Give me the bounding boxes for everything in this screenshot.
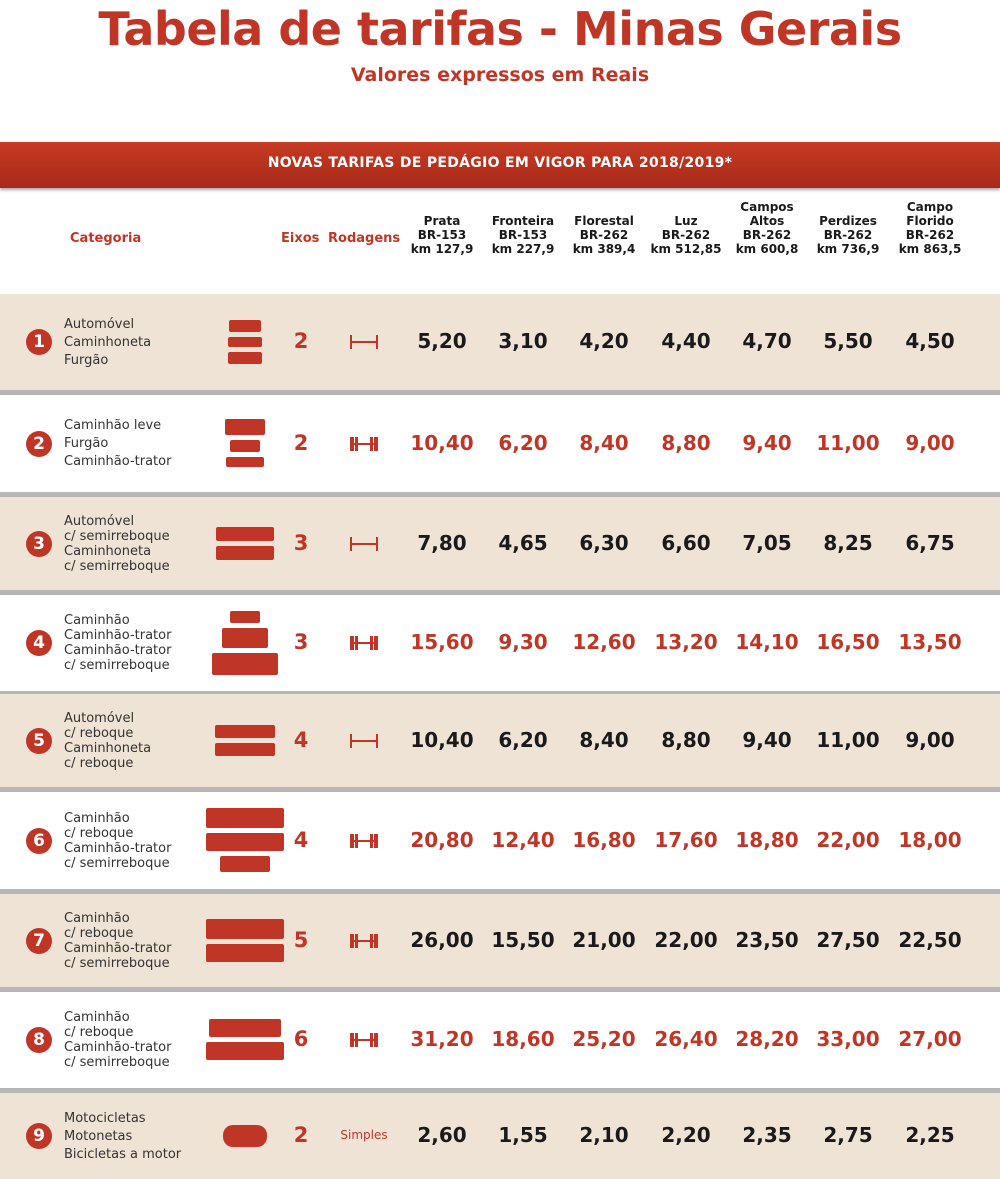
tariff-value: 11,00 xyxy=(816,430,880,455)
vehicle-icon xyxy=(206,919,284,939)
tariff-value: 14,10 xyxy=(735,630,799,654)
tariff-value: 22,50 xyxy=(898,927,962,952)
page-subtitle: Valores expressos em Reais xyxy=(350,64,650,86)
plaza-header xyxy=(645,200,727,256)
table-row xyxy=(0,694,1000,787)
plaza-header xyxy=(726,200,808,256)
tariff-value: 16,80 xyxy=(572,827,636,852)
tariff-value: 4,40 xyxy=(661,329,711,353)
double-wheel-icon xyxy=(336,832,392,850)
plaza-header-line: Altos xyxy=(749,214,785,228)
category-number-badge: 4 xyxy=(26,630,52,656)
page-title: Tabela de tarifas - Minas Gerais xyxy=(98,2,902,56)
tariff-value: 10,40 xyxy=(410,727,474,752)
axles-count: 2 xyxy=(293,430,309,455)
category-line: c/ reboque xyxy=(64,825,134,841)
tariff-value: 8,25 xyxy=(823,530,873,555)
vehicle-icons xyxy=(200,1125,290,1152)
tariff-value: 8,80 xyxy=(661,727,711,752)
vehicle-icons xyxy=(200,320,290,369)
tariff-value: 9,00 xyxy=(905,430,955,455)
tariff-value: 9,40 xyxy=(742,727,792,752)
category-line: Caminhão xyxy=(64,613,130,628)
double-wheel-icon xyxy=(336,1031,392,1049)
plaza-header-line: km 736,9 xyxy=(816,242,880,256)
tariff-value: 26,00 xyxy=(410,927,474,952)
category-description xyxy=(64,911,171,971)
category-description xyxy=(64,417,171,471)
tariff-value: 15,60 xyxy=(410,630,474,654)
motorcycle-icon xyxy=(223,1125,267,1147)
plaza-header-line: BR-262 xyxy=(742,228,792,242)
tariff-value: 4,65 xyxy=(498,530,548,555)
category-description xyxy=(64,316,151,370)
tariff-value: 3,10 xyxy=(498,329,548,353)
single-wheel-icon xyxy=(336,732,392,750)
table-row xyxy=(0,395,1000,492)
tariff-value: 4,50 xyxy=(905,329,955,353)
vehicle-icon xyxy=(229,320,261,332)
table-row xyxy=(0,1093,1000,1179)
tariff-value: 13,20 xyxy=(654,630,718,654)
tariff-value: 1,55 xyxy=(498,1123,548,1147)
category-line: Caminhão-trator xyxy=(64,840,172,856)
category-line: c/ semirreboque xyxy=(64,658,170,673)
tariff-value: 9,30 xyxy=(498,630,548,654)
category-line: Caminhoneta xyxy=(64,740,152,756)
tariff-value: 15,50 xyxy=(491,927,555,952)
plaza-header-line: Campo xyxy=(906,200,954,214)
tariff-value: 7,05 xyxy=(742,530,792,555)
plaza-header-line: km 127,9 xyxy=(410,242,474,256)
category-line: Furgão xyxy=(64,436,109,451)
category-description xyxy=(64,613,171,673)
tariff-value: 2,20 xyxy=(661,1123,711,1147)
vehicle-icon xyxy=(230,611,260,623)
category-line: Bicicletas a motor xyxy=(64,1146,182,1162)
tariff-value: 11,00 xyxy=(816,727,880,752)
tariff-value: 6,60 xyxy=(661,530,711,555)
category-line: Motonetas xyxy=(64,1128,133,1144)
vehicle-icon xyxy=(220,856,270,872)
vehicle-icons xyxy=(200,527,290,565)
tariff-value: 21,00 xyxy=(572,927,636,952)
table-row xyxy=(0,992,1000,1088)
tariff-value: 9,40 xyxy=(742,430,792,455)
category-line: c/ semirreboque xyxy=(64,855,170,871)
table-row xyxy=(0,894,1000,987)
category-line: Caminhão-trator xyxy=(64,454,172,469)
tariff-value: 8,80 xyxy=(661,430,711,455)
plaza-header-line: BR-262 xyxy=(905,228,955,242)
plaza-header-line xyxy=(482,200,564,214)
plaza-header-line: km 600,8 xyxy=(735,242,799,256)
plaza-header xyxy=(807,200,889,256)
axles-count: 6 xyxy=(293,1027,309,1051)
tariff-value: 27,50 xyxy=(816,927,880,952)
axles-count: 4 xyxy=(293,727,309,752)
vehicle-icon xyxy=(216,527,274,541)
tariff-value: 33,00 xyxy=(816,1027,880,1051)
tariff-value: 13,50 xyxy=(898,630,962,654)
category-line: Caminhão-trator xyxy=(64,940,172,956)
wheels-type: Simples xyxy=(340,1128,388,1142)
plaza-header-line: km 863,5 xyxy=(898,242,962,256)
tariff-value: 6,30 xyxy=(579,530,629,555)
plaza-header-line: Fronteira xyxy=(491,214,555,228)
axles-count: 4 xyxy=(293,827,309,852)
tariff-value: 6,20 xyxy=(498,430,548,455)
tariff-value: 12,40 xyxy=(491,827,555,852)
vehicle-icon xyxy=(216,546,274,560)
banner xyxy=(0,142,1000,188)
plaza-header-line xyxy=(563,200,645,214)
category-line: c/ semirreboque xyxy=(64,1055,170,1070)
tariff-value: 6,20 xyxy=(498,727,548,752)
tariff-value: 17,60 xyxy=(654,827,718,852)
tariff-value: 5,20 xyxy=(417,329,467,353)
category-line: c/ semirreboque xyxy=(64,558,170,574)
tariff-value: 22,00 xyxy=(654,927,718,952)
vehicle-icon xyxy=(209,1019,281,1037)
table-row xyxy=(0,595,1000,691)
category-number-badge: 2 xyxy=(26,431,52,457)
axles-count: 2 xyxy=(293,329,309,353)
double-wheel-icon xyxy=(336,932,392,950)
plaza-header-line: BR-153 xyxy=(417,228,467,242)
plaza-header-line xyxy=(807,200,889,214)
category-line: Caminhão-trator xyxy=(64,628,172,643)
plaza-header-line: Campos xyxy=(740,200,794,214)
plaza-header xyxy=(563,200,645,256)
tariff-value: 5,50 xyxy=(823,329,873,353)
category-line: Caminhão leve xyxy=(64,418,162,433)
double-wheel-icon xyxy=(336,634,392,652)
category-line: Automóvel xyxy=(64,513,135,529)
tariff-value: 2,10 xyxy=(579,1123,629,1147)
category-line: Caminhão xyxy=(64,810,130,826)
category-description xyxy=(64,1010,171,1070)
category-line: Caminhão-trator xyxy=(64,1040,172,1055)
vehicle-icon xyxy=(222,628,268,648)
axles-count: 2 xyxy=(293,1123,309,1147)
category-description xyxy=(64,711,151,771)
category-number-badge: 1 xyxy=(26,329,52,355)
tariff-value: 2,25 xyxy=(905,1123,955,1147)
category-line: Motocicletas xyxy=(64,1110,146,1126)
category-number-badge: 7 xyxy=(26,928,52,954)
vehicle-icon xyxy=(230,440,260,452)
plaza-header-line xyxy=(401,200,483,214)
category-line: Caminhão-trator xyxy=(64,643,172,658)
vehicle-icon xyxy=(225,419,265,435)
plaza-header-line: BR-153 xyxy=(498,228,548,242)
category-line: c/ reboque xyxy=(64,1025,134,1040)
category-number-badge: 9 xyxy=(26,1123,52,1149)
plaza-header xyxy=(482,200,564,256)
single-wheel-icon xyxy=(336,333,392,351)
tariff-value: 10,40 xyxy=(410,430,474,455)
tariff-value: 18,00 xyxy=(898,827,962,852)
plaza-header-line: Florido xyxy=(906,214,954,228)
table-row xyxy=(0,294,1000,390)
tariff-value: 4,70 xyxy=(742,329,792,353)
axles-count: 3 xyxy=(293,630,309,654)
plaza-header-line: Perdizes xyxy=(819,214,877,228)
tariff-value: 18,80 xyxy=(735,827,799,852)
category-line: c/ reboque xyxy=(64,755,134,771)
plaza-header-line: BR-262 xyxy=(823,228,873,242)
category-line: c/ reboque xyxy=(64,925,134,941)
header-eixos: Eixos xyxy=(281,231,320,246)
tariff-value: 25,20 xyxy=(572,1027,636,1051)
tariff-value: 18,60 xyxy=(491,1027,555,1051)
vehicle-icons xyxy=(200,419,290,472)
vehicle-icon xyxy=(212,653,278,675)
vehicle-icon xyxy=(206,944,284,962)
category-line: c/ semirreboque xyxy=(64,955,170,971)
plaza-header-line: Florestal xyxy=(574,214,634,228)
tariff-value: 6,75 xyxy=(905,530,955,555)
category-line: Caminhão xyxy=(64,1010,130,1025)
vehicle-icons xyxy=(200,611,290,680)
category-line: Caminhoneta xyxy=(64,334,152,350)
vehicle-icon xyxy=(228,352,262,364)
vehicle-icon xyxy=(206,1042,284,1060)
category-line: c/ reboque xyxy=(64,725,134,741)
tariff-value: 27,00 xyxy=(898,1027,962,1051)
tariff-value: 7,80 xyxy=(417,530,467,555)
tariff-value: 20,80 xyxy=(410,827,474,852)
tariff-value: 2,60 xyxy=(417,1123,467,1147)
tariff-value: 4,20 xyxy=(579,329,629,353)
vehicle-icons xyxy=(200,808,290,877)
plaza-header-line: BR-262 xyxy=(579,228,629,242)
category-number-badge: 8 xyxy=(26,1027,52,1053)
tariff-value: 26,40 xyxy=(654,1027,718,1051)
tariff-value: 8,40 xyxy=(579,430,629,455)
plaza-header-line xyxy=(645,200,727,214)
banner-text: NOVAS TARIFAS DE PEDÁGIO EM VIGOR PARA 2018/2019* xyxy=(267,155,733,171)
category-description xyxy=(64,811,171,871)
vehicle-icons xyxy=(200,1019,290,1065)
vehicle-icon xyxy=(226,457,264,467)
vehicle-icon xyxy=(228,337,262,347)
category-line: Caminhoneta xyxy=(64,543,152,559)
header-rodagens: Rodagens xyxy=(328,231,401,246)
category-number-badge: 5 xyxy=(26,728,52,754)
tariff-value: 9,00 xyxy=(905,727,955,752)
axles-count: 3 xyxy=(293,530,309,555)
single-wheel-icon xyxy=(336,535,392,553)
tariff-value: 22,00 xyxy=(816,827,880,852)
tariff-value: 2,35 xyxy=(742,1123,792,1147)
vehicle-icons xyxy=(200,725,290,761)
vehicle-icons xyxy=(200,919,290,967)
tariff-value: 8,40 xyxy=(579,727,629,752)
table-row xyxy=(0,792,1000,889)
tariff-value: 2,75 xyxy=(823,1123,873,1147)
category-number-badge: 6 xyxy=(26,828,52,854)
plaza-header-line: km 227,9 xyxy=(491,242,555,256)
plaza-header-line: km 512,85 xyxy=(650,242,722,256)
vehicle-icon xyxy=(215,725,275,738)
plaza-header-line: km 389,4 xyxy=(572,242,636,256)
plaza-header xyxy=(401,200,483,256)
tariff-value: 16,50 xyxy=(816,630,880,654)
category-description xyxy=(64,514,170,574)
table-row xyxy=(0,497,1000,590)
tariff-value: 31,20 xyxy=(410,1027,474,1051)
plaza-header-line: Prata xyxy=(423,214,461,228)
plaza-header-line: BR-262 xyxy=(661,228,711,242)
category-line: Automóvel xyxy=(64,316,135,332)
vehicle-icon xyxy=(215,743,275,756)
category-line: c/ semirreboque xyxy=(64,528,170,544)
tariff-value: 12,60 xyxy=(572,630,636,654)
vehicle-icon xyxy=(206,808,284,828)
plaza-header-line: Luz xyxy=(674,214,698,228)
vehicle-icon xyxy=(206,833,284,851)
double-wheel-icon xyxy=(336,435,392,453)
category-description xyxy=(64,1110,181,1164)
tariff-value: 28,20 xyxy=(735,1027,799,1051)
category-line: Automóvel xyxy=(64,710,135,726)
tariff-value: 23,50 xyxy=(735,927,799,952)
axles-count: 5 xyxy=(293,927,309,952)
category-line: Caminhão xyxy=(64,910,130,926)
category-number-badge: 3 xyxy=(26,531,52,557)
category-line: Furgão xyxy=(64,352,109,368)
header-categoria: Categoria xyxy=(70,231,142,246)
plaza-header xyxy=(889,200,971,256)
